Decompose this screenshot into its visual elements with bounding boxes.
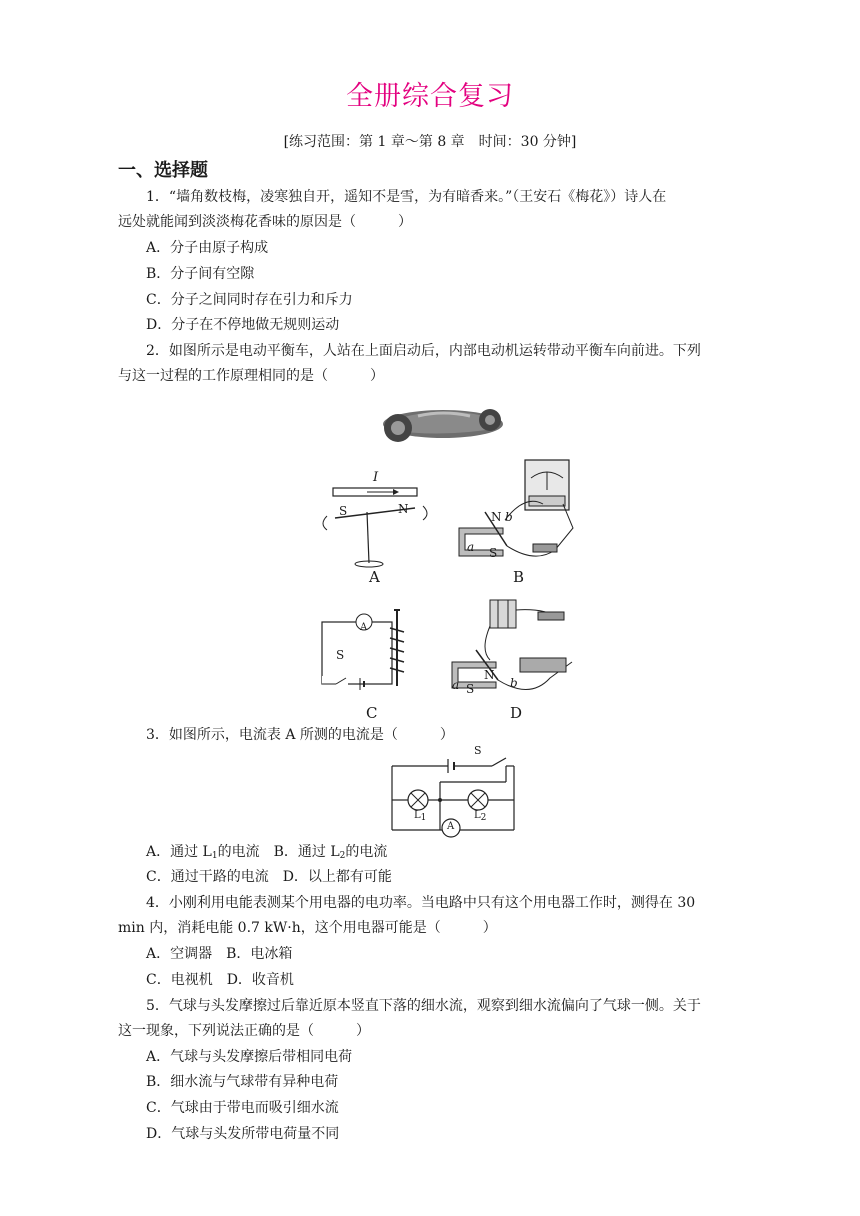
q3-ammeter-label: A [447,821,455,832]
figure-a-s-label: S [339,504,348,518]
balance-scooter-image [378,398,508,448]
question-1-line-2: 远处就能闻到淡淡梅花香味的原因是（ ） [118,214,412,230]
q1-option-a: A．分子由原子构成 [146,240,269,256]
q3-options-ab: A．通过 $L_1$的电流 B．通过 $L_2$的电流 [146,844,388,861]
figure-b-generator [445,454,585,586]
exercise-scope: [练习范围：第 1 章～第 8 章 时间：30 分钟] [283,134,577,150]
figure-d-a-label: a [452,678,460,692]
q5-option-b: B．细水流与气球带有异种电荷 [146,1074,339,1090]
figure-c-caption: C [366,704,378,722]
figure-b-caption: B [513,568,525,586]
figure-d-n-label: N [484,668,495,682]
q3-switch-label: S [474,744,482,757]
figure-b-b-label: b [505,510,513,524]
figure-c-switch-label: S [336,648,345,662]
q3-lamp1-label: $L_1$ [414,810,427,823]
q4-options-ab: A．空调器 B．电冰箱 [146,946,293,962]
figure-b-a-label: a [467,540,475,554]
figure-d-s-label: S [466,682,475,696]
figure-b-n-label: N [491,510,502,524]
figure-q3-circuit [388,744,518,838]
section-heading: 一、选择题 [118,160,208,181]
question-3-line-1: 3．如图所示，电流表 A 所测的电流是（ ） [146,727,454,743]
q1-option-b: B．分子间有空隙 [146,266,255,282]
question-2-line-1: 2．如图所示是电动平衡车，人站在上面启动后，内部电动机运转带动平衡车向前进。下列 [146,343,701,359]
page-title: 全册综合复习 [346,81,514,112]
q5-option-d: D．气球与头发所带电荷量不同 [146,1126,340,1142]
figure-d-b-label: b [510,676,518,690]
figure-d-caption: D [510,704,523,722]
figure-c-ammeter-label: A [360,622,368,633]
question-4-line-1: 4．小刚利用电能表测某个用电器的电功率。当电路中只有这个用电器工作时，测得在 30 [146,895,696,911]
q4-options-cd: C．电视机 D．收音机 [146,972,294,988]
q5-option-c: C．气球由于带电而吸引细水流 [146,1100,339,1116]
q3-options-cd: C．通过干路的电流 D．以上都有可能 [146,869,392,885]
question-4-line-2: min 内，消耗电能 0.7 kW·h，这个用电器可能是（ ） [118,920,497,936]
figure-a-current-label: I [373,470,379,485]
figure-b-s-label: S [489,546,498,560]
q5-option-a: A．气球与头发摩擦后带相同电荷 [146,1049,353,1065]
figure-a-n-label: N [398,502,409,516]
figure-c-electromagnet [318,606,418,726]
question-5-line-1: 5．气球与头发摩擦过后靠近原本竖直下落的细水流，观察到细水流偏向了气球一侧。关于 [146,998,701,1014]
figure-a-caption: A [369,568,380,586]
q3-lamp2-label: $L_2$ [474,810,487,823]
figure-d-motor [440,590,580,722]
q1-option-d: D．分子在不停地做无规则运动 [146,317,340,333]
question-2-line-2: 与这一过程的工作原理相同的是（ ） [118,368,384,384]
figure-a-oersted [315,468,435,588]
question-1-line-1: 1．“墙角数枝梅，凌寒独自开，遥知不是雪，为有暗香来。”（王安石《梅花》）诗人在 [146,189,667,205]
q1-option-c: C．分子之间同时存在引力和斥力 [146,292,353,308]
question-5-line-2: 这一现象，下列说法正确的是（ ） [118,1023,370,1039]
